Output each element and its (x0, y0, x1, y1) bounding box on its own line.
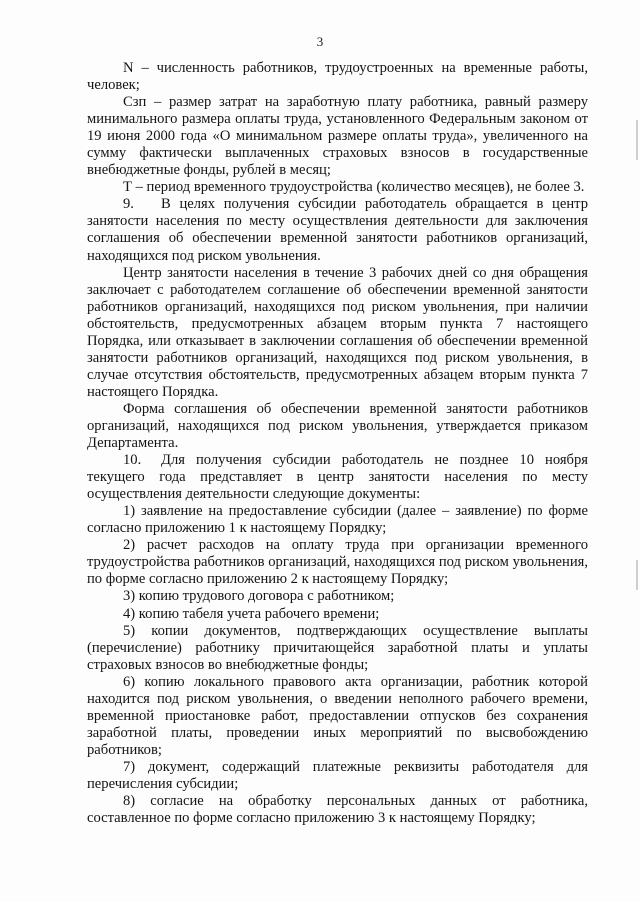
item-number-9: 9. (123, 196, 134, 213)
page-number: 3 (316, 34, 324, 49)
paragraph-item-10 (87, 452, 588, 503)
paragraph-item-10-text: Для получения субсидии работодатель не позднее 10 ноября текущего года представляет в центр занятости населения по месту осуществления деятельности следующие документы: (87, 452, 588, 503)
list-item-4: 4) копию табеля учета рабочего времени; (123, 605, 380, 622)
paragraph-item-9 (87, 196, 588, 264)
paragraph-n-definition: N – численность работников, трудоустроенных на временные работы, человек; (87, 60, 588, 94)
paragraph-agreement-form: Форма соглашения об обеспечении временной занятости работников организаций, находящихся под риском увольнения, утверждается приказом Департамента. (87, 400, 588, 452)
scan-edge-mark (636, 120, 638, 160)
scan-edge-mark (636, 560, 638, 590)
list-item-5: 5) копии документов, подтверждающих осуществление выплаты (перечисление) работнику причитающейся заработной платы и уплаты страховых взносов во внебюджетные фонды; (87, 622, 588, 673)
paragraph-employment-center: Центр занятости населения в течение 3 рабочих дней со дня обращения заключает с работодателем соглашение об обеспечении временной занятости работников организаций, находящихся под риском увольнения, при наличии обстоятельств, предусмотренных абзацем вторым пункта 7 настоящего Порядка, или отказывает в заключении соглашения об обеспечении временной занятости работников организаций, находящихся под риском увольнения, в случае отсутствия обстоятельств, предусмотренных абзацем вторым пункта 7 настоящего Порядка. (87, 264, 588, 400)
list-item-3: 3) копию трудового договора с работником; (123, 588, 395, 605)
list-item-6: 6) копию локального правового акта организации, работник которой находится под риском увольнения, о введении неполного рабочего времени, временной приостановке работ, предоставлении отпусков без сохранения заработной платы, проведении иных мероприятий по высвобождению работников; (87, 673, 588, 758)
list-item-8: 8) согласие на обработку персональных данных от работника, составленное по форме согласно приложению 3 к настоящему Порядку; (87, 793, 588, 827)
document-body (87, 60, 588, 827)
list-item-2: 2) расчет расходов на оплату труда при организации временного трудоустройства работников организаций, находящихся под риском увольнения, по форме согласно приложению 2 к настоящему Порядку; (87, 537, 588, 588)
paragraph-szp-definition: Сзп – размер затрат на заработную плату работника, равный размеру минимального размера оплаты труда, установленного Федеральным законом от 19 июня 2000 года «О минимальном размере оплаты труда», увеличенного на сумму фактически выплаченных страховых взносов в государственные внебюджетные фонды, рублей в месяц; (87, 94, 588, 179)
list-item-1: 1) заявление на предоставление субсидии (далее – заявление) по форме согласно приложению 1 к настоящему Порядку; (87, 503, 588, 537)
paragraph-t-definition: Т – период временного трудоустройства (количество месяцев), не более 3. (123, 179, 585, 196)
list-item-7: 7) документ, содержащий платежные реквизиты работодателя для перечисления субсидии; (87, 758, 588, 792)
paragraph-item-9-text: В целях получения субсидии работодатель обращается в центр занятости населения по месту осуществления деятельности для заключения соглашения об обеспечении временной занятости работников организаций, находящихся под риском увольнения. (87, 196, 588, 264)
item-number-10: 10. (123, 452, 142, 469)
